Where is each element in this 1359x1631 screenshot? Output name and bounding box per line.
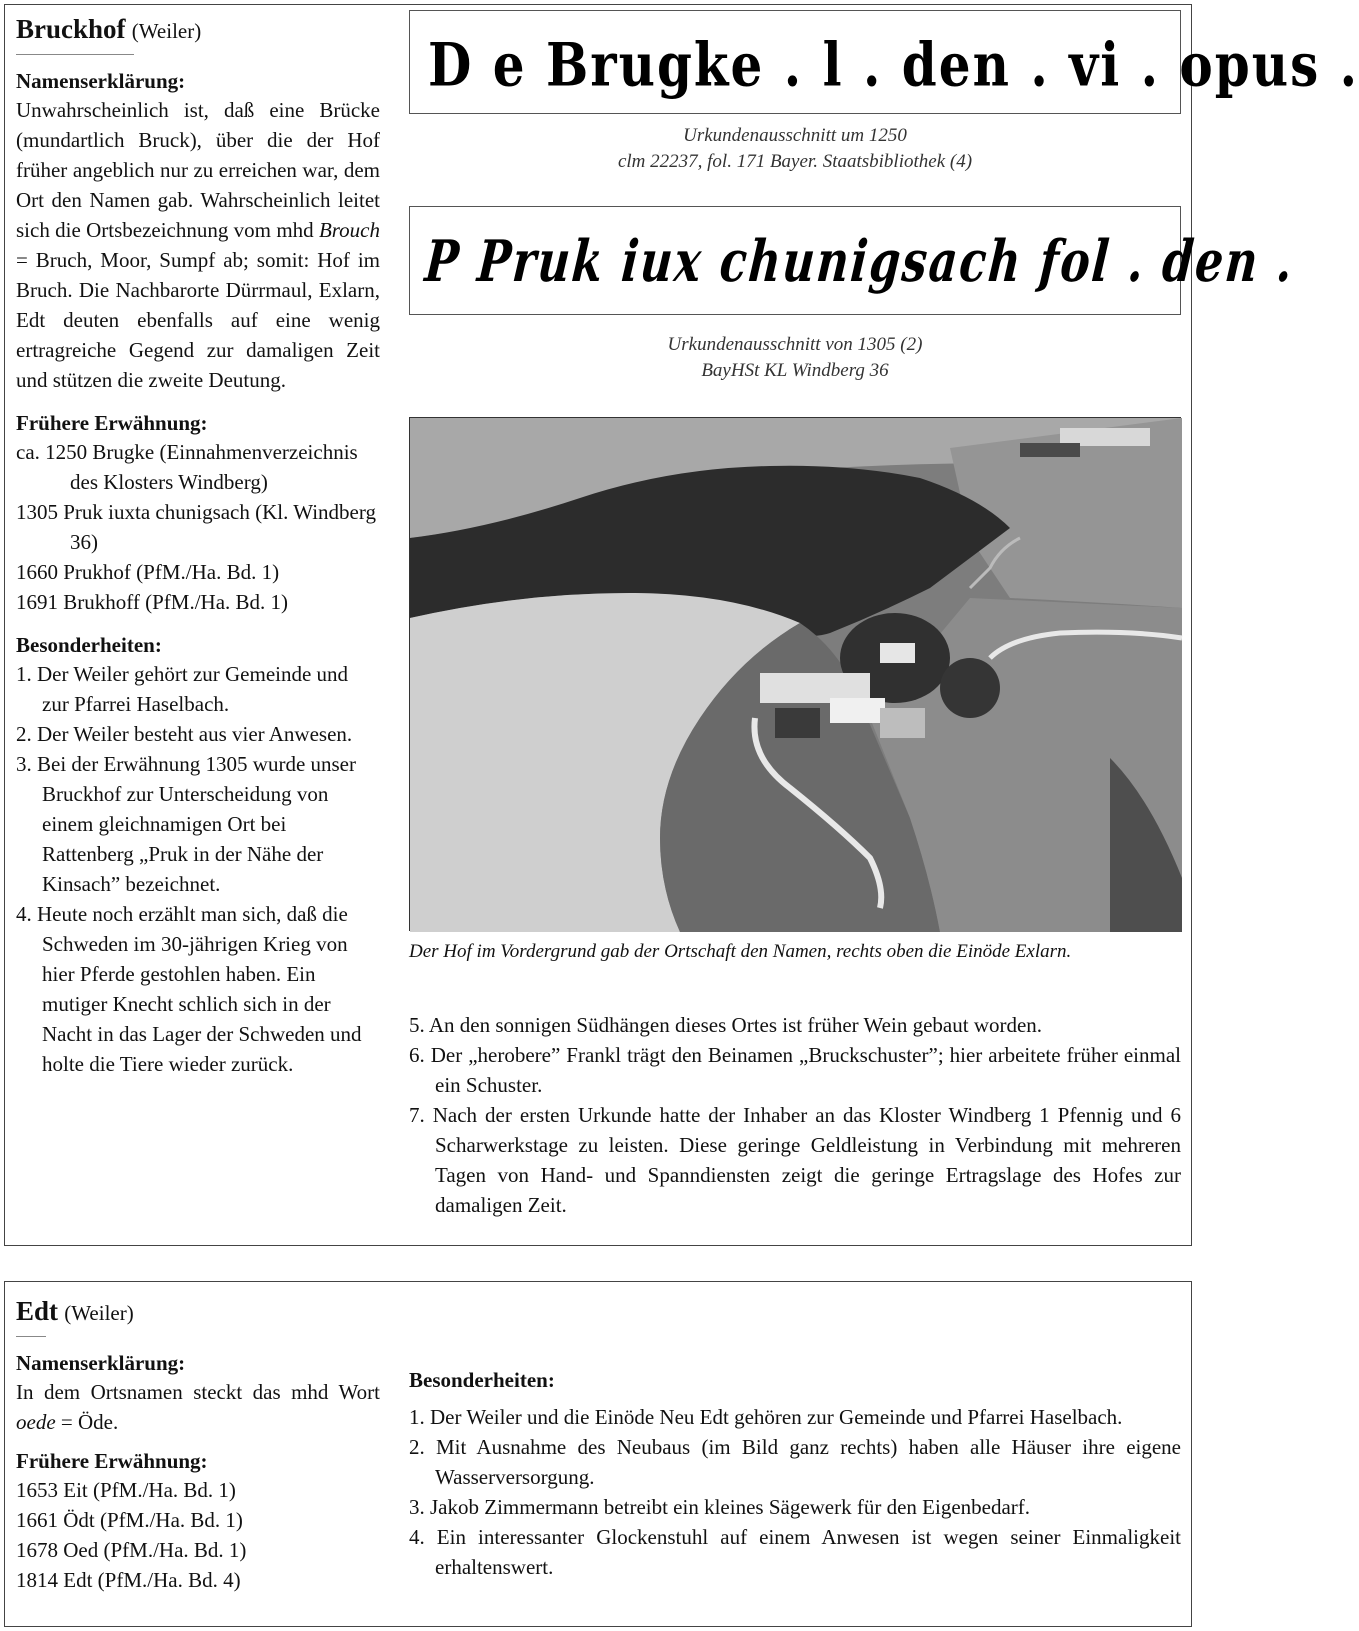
list-item: 1660 Prukhof (PfM./Ha. Bd. 1) <box>16 560 280 584</box>
list-item: ca. 1250 Brugke (Einnahmenverzeichnis des Klosters Windberg) <box>16 440 358 494</box>
list-item: 1. Der Weiler gehört zur Gemeinde und zur Pfarrei Haselbach. <box>16 662 349 716</box>
mention-list <box>16 1475 380 1595</box>
caption-line: clm 22237, fol. 171 Bayer. Staatsbibliothek (4) <box>617 151 973 172</box>
specials-list-left <box>16 659 380 1079</box>
list-item: 1653 Eit (PfM./Ha. Bd. 1) <box>16 1478 236 1502</box>
aerial-photo <box>409 417 1181 931</box>
mention-heading: Frühere Erwähnung: <box>16 1449 208 1473</box>
bruckhof-type: (Weiler) <box>131 19 202 43</box>
specials-heading: Besonderheiten: <box>409 1368 555 1392</box>
name-text-part2: = Bruch, Moor, Sumpf ab; somit: Hof im Bruch. Die Nachbarorte Dürrmaul, Exlarn, Edt deuten ebenfalls auf eine wenig ertragreiche Gegend zur damaligen Zeit und stützen die zweite Deutung. <box>16 248 380 392</box>
list-item: 6. Der „herobere” Frankl trägt den Beinamen „Bruckschuster”; hier arbeitete früher einmal ein Schuster. <box>409 1043 1181 1097</box>
list-item: 1814 Edt (PfM./Ha. Bd. 4) <box>16 1568 241 1592</box>
edt-name: Edt <box>16 1296 59 1326</box>
specials-list <box>409 1402 1181 1582</box>
edt-right-column <box>409 1362 1181 1582</box>
document-caption-1 <box>409 123 1181 175</box>
name-text-part1: Unwahrscheinlich ist, daß eine Brücke (mundartlich Bruck), über die der Hof früher angeblich nur zu erreichen war, dem Ort den Namen gab. Wahrscheinlich leitet sich die Ortsbezeichnung vom mhd <box>16 98 380 242</box>
name-explanation-heading: Namenserklärung: <box>16 69 186 93</box>
edt-title <box>16 1296 380 1328</box>
list-item: 1691 Brukhoff (PfM./Ha. Bd. 1) <box>16 590 289 614</box>
document-caption-2 <box>409 332 1181 384</box>
document-script-2: P Pruk iux chunigsach fol . den . <box>422 229 1297 296</box>
list-item: 5. An den sonnigen Südhängen dieses Ortes ist früher Wein gebaut worden. <box>409 1013 1043 1037</box>
aerial-photo-graphic <box>410 418 1182 932</box>
mention-list <box>16 437 380 617</box>
edt-type: (Weiler) <box>64 1301 134 1325</box>
list-item: 1305 Pruk iuxta chunigsach (Kl. Windberg 36) <box>16 500 376 554</box>
list-item: 4. Heute noch erzählt man sich, daß die Schweden im 30-jährigen Krieg von hier Pferde gestohlen haben. Ein mutiger Knecht schlich sich in der Nacht in das Lager der Schweden und holte die Tiere wieder zurück. <box>16 902 362 1076</box>
caption-line: Urkundenausschnitt von 1305 (2) <box>667 334 923 355</box>
list-item: 2. Mit Ausnahme des Neubaus (im Bild ganz rechts) haben alle Häuser ihre eigene Wasserversorgung. <box>409 1435 1181 1489</box>
caption-line: BayHSt KL Windberg 36 <box>701 360 889 381</box>
photo-caption: Der Hof im Vordergrund gab der Ortschaft den Namen, rechts oben die Einöde Exlarn. <box>409 941 1072 962</box>
list-item: 4. Ein interessanter Glockenstuhl auf einem Anwesen ist wegen seiner Einmaligkeit erhaltenswert. <box>409 1525 1181 1579</box>
specials-list-right <box>409 1010 1181 1220</box>
document-script-1: D e Brugke . l . den . vi . opus . <box>428 29 1359 100</box>
title-divider <box>16 1336 46 1337</box>
list-item: 3. Bei der Erwähnung 1305 wurde unser Bruckhof zur Unterscheidung von einem gleichnamigen Ort bei Rattenberg „Pruk in der Nähe der Kinsach” bezeichnet. <box>16 752 356 896</box>
list-item: 2. Der Weiler besteht aus vier Anwesen. <box>16 722 353 746</box>
caption-line: Urkundenausschnitt um 1250 <box>683 125 907 146</box>
name-explanation-text <box>16 1377 380 1437</box>
edt-left-column <box>16 1296 380 1595</box>
bruckhof-name: Bruckhof <box>16 14 126 44</box>
title-divider <box>16 54 134 55</box>
bruckhof-right-column <box>409 1010 1181 1220</box>
name-text-part1: In dem Ortsnamen steckt das mhd Wort <box>16 1380 380 1404</box>
list-item: 1678 Oed (PfM./Ha. Bd. 1) <box>16 1538 247 1562</box>
specials-heading: Besonderheiten: <box>16 633 162 657</box>
list-item: 1. Der Weiler und die Einöde Neu Edt gehören zur Gemeinde und Pfarrei Haselbach. <box>409 1405 1123 1429</box>
list-item: 1661 Ödt (PfM./Ha. Bd. 1) <box>16 1508 243 1532</box>
name-text-part2: = Öde. <box>55 1410 119 1434</box>
mention-heading: Frühere Erwähnung: <box>16 411 208 435</box>
name-explanation-heading: Namenserklärung: <box>16 1351 186 1375</box>
bruckhof-title <box>16 14 380 46</box>
name-explanation-text <box>16 95 380 395</box>
list-item: 7. Nach der ersten Urkunde hatte der Inhaber an das Kloster Windberg 1 Pfennig und 6 Scharwerkstage zu leisten. Diese geringe Geldleistung in Verbindung mit mehreren Tagen von Hand- und Spanndiensten zeigt die geringe Ertragslage des Hofes zur damaligen Zeit. <box>409 1103 1181 1217</box>
name-text-italic: oede <box>16 1410 56 1434</box>
name-text-italic: Brouch <box>318 218 380 242</box>
bruckhof-left-column <box>16 14 380 1079</box>
list-item: 3. Jakob Zimmermann betreibt ein kleines Sägewerk für den Eigenbedarf. <box>409 1495 1031 1519</box>
document-excerpt-1 <box>409 10 1359 114</box>
document-excerpt-2 <box>409 206 1297 315</box>
